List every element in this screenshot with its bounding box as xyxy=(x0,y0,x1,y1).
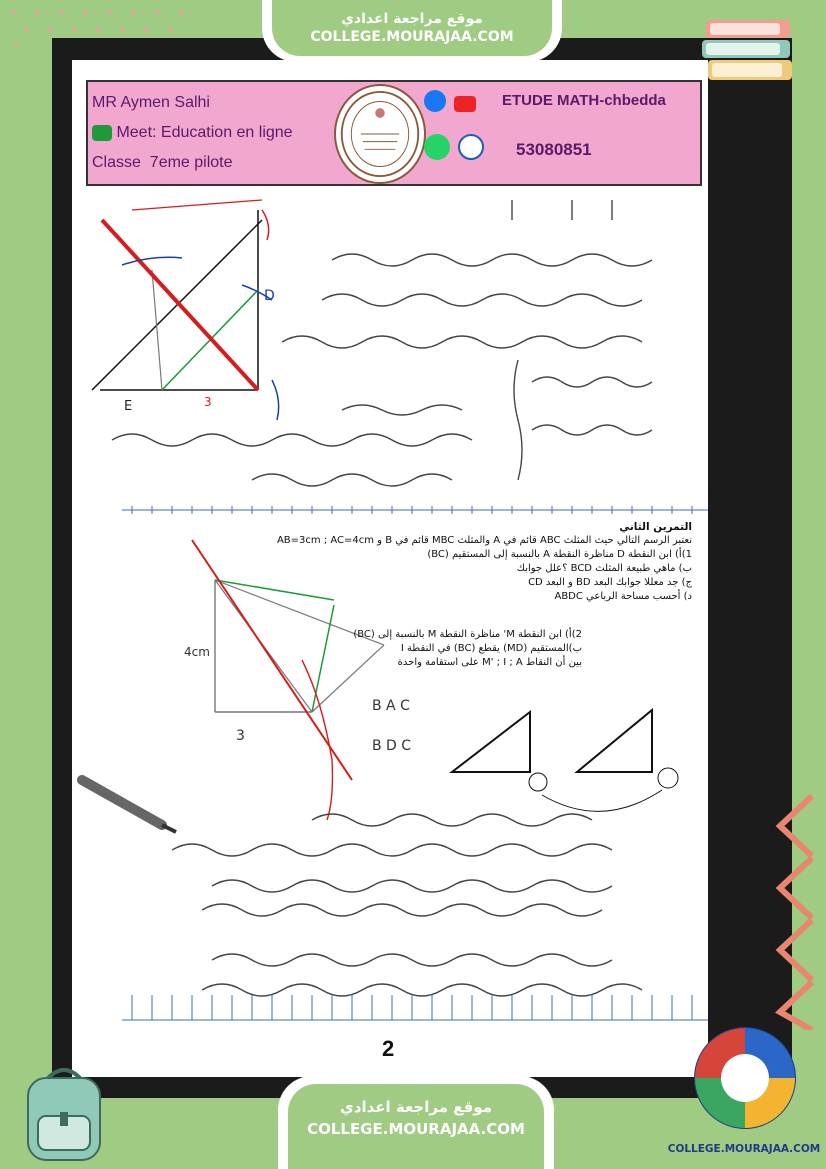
question-1d: د) أحسب مساحة الرباعي ABDC xyxy=(554,591,692,602)
study-label: ETUDE MATH-chbedda xyxy=(502,92,666,109)
meet-value: Education en ligne xyxy=(160,124,293,141)
backpack-illustration xyxy=(14,1060,114,1164)
logo-caption: COLLEGE.MOURAJAA.COM xyxy=(667,1143,821,1155)
teacher-name: MR Aymen Salhi xyxy=(92,94,210,111)
question-2-block xyxy=(242,628,692,670)
svg-text:3: 3 xyxy=(236,728,245,744)
exercise-title: التمرين الثاني xyxy=(619,521,692,533)
site-url-bottom: COLLEGE.MOURAJAA.COM xyxy=(307,1120,525,1138)
books-illustration xyxy=(700,14,796,88)
meet-label: Meet xyxy=(116,124,153,141)
meet-line: Meet: Education en ligne xyxy=(92,118,332,148)
class-value: 7eme pilote xyxy=(149,154,233,171)
svg-text:3: 3 xyxy=(204,395,212,409)
chevron-decoration xyxy=(752,790,822,1030)
phone-number: 53080851 xyxy=(516,140,592,159)
pen-illustration xyxy=(82,780,176,832)
site-url-top: COLLEGE.MOURAJAA.COM xyxy=(310,29,514,45)
question-1b: ب) ماهي طبيعة المثلث BCD ؟علل جوابك xyxy=(516,563,692,574)
svg-text:E: E xyxy=(124,399,133,414)
svg-text:B D C: B D C xyxy=(372,738,412,754)
worksheet-page xyxy=(72,60,708,1077)
question-1a: 1)أ) ابن النقطة D مناظرة النقطة A بالنسبة إلى المستقيم (BC) xyxy=(427,549,692,560)
question-1c: ج) جد معللا جوابك البعد BD و البعد CD xyxy=(528,577,692,588)
site-logo[interactable] xyxy=(692,1018,798,1142)
question-2b: ب)المستقيم (MD) يقطع (BC) في النقطة I xyxy=(400,643,582,654)
page-number: 2 xyxy=(382,1036,395,1061)
top-site-banner[interactable] xyxy=(262,0,562,62)
bottom-site-banner[interactable] xyxy=(278,1076,554,1169)
site-name-bottom: موقع مراجعة اعدادي xyxy=(340,1098,492,1116)
svg-text:4cm: 4cm xyxy=(184,645,210,659)
figure-1 xyxy=(92,200,279,420)
svg-text:B A C: B A C xyxy=(372,698,410,714)
mini-triangles xyxy=(452,710,678,811)
site-name-top: موقع مراجعة اعدادي xyxy=(341,11,483,27)
ruler-divider-1 xyxy=(122,506,708,514)
exercise-intro: نعتبر الرسم التالي حيث المثلث ABC قائم في A والمثلث MBC قائم في B و AB=3cm ; AC=4cm xyxy=(276,535,692,546)
exercise-2-statement xyxy=(242,520,692,670)
question-2a: 2)أ) ابن النقطة M' مناظرة النقطة M بالنسبة إلى (BC) xyxy=(353,629,582,640)
class-label: Classe xyxy=(92,154,141,171)
svg-text:D: D xyxy=(264,288,275,304)
ruler-divider-2 xyxy=(122,995,708,1020)
handwriting-strokes-2 xyxy=(172,814,642,996)
question-2c: بين أن النقاط M' ; I ; A على استقامة واحدة xyxy=(397,657,582,668)
handwriting-strokes-1 xyxy=(112,200,652,486)
